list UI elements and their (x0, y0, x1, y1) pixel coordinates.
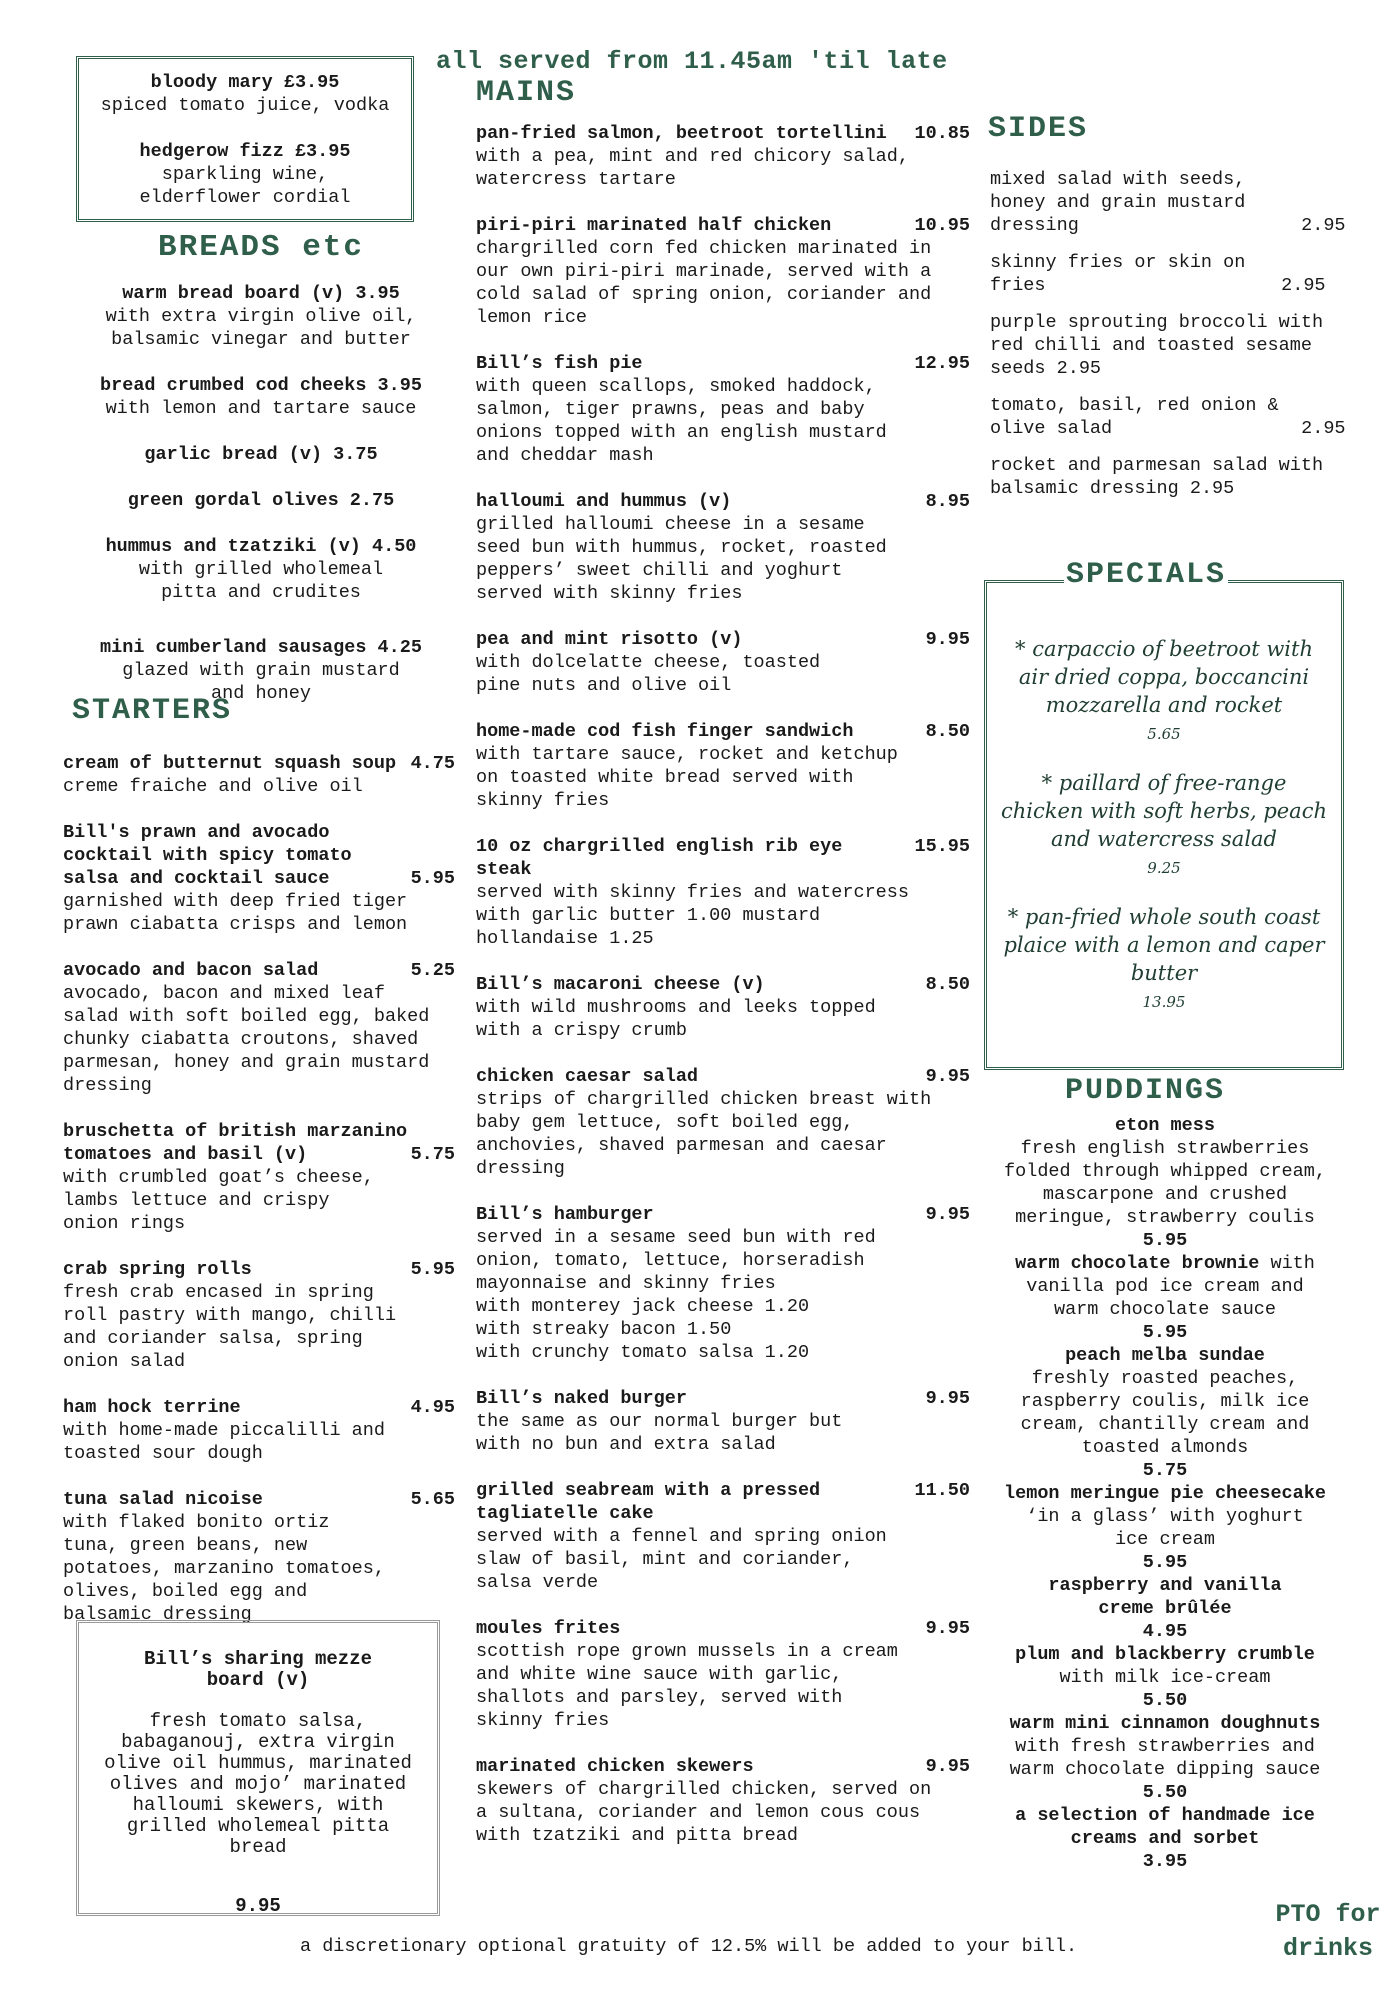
side-price: 2.95 (1301, 215, 1346, 236)
side-price: 2.95 (1301, 418, 1346, 439)
starter-price: 4.95 (410, 1397, 455, 1418)
starter-desc: with flaked bonito ortiz tuna, green beans, new potatoes, marzanino tomatoes, olives, boiled egg and balsamic dressing (63, 1512, 385, 1625)
main-item (476, 1387, 970, 1456)
bread-desc: with extra virgin olive oil, balsamic vinegar and butter (105, 306, 417, 350)
breads-section (66, 230, 456, 728)
bread-item (66, 443, 456, 466)
mezze-box (76, 1620, 440, 1916)
bread-item (66, 374, 456, 420)
main-name: Bill’s fish pie (476, 353, 643, 374)
main-price: 10.95 (914, 215, 970, 236)
main-desc: with dolcelatte cheese, toasted pine nuts and olive oil (476, 652, 821, 696)
main-desc: strips of chargrilled chicken breast with baby gem lettuce, soft boiled egg, anchovies, shaved parmesan and caesar dressing (476, 1089, 932, 1179)
main-item (476, 1479, 970, 1594)
bread-item (66, 489, 456, 512)
main-item (476, 1755, 970, 1847)
pudding-item (980, 1252, 1350, 1344)
special-item (1001, 769, 1327, 883)
main-desc: skewers of chargrilled chicken, served on a sultana, coriander and lemon cous cous with tzatziki and pitta bread (476, 1779, 932, 1846)
bread-desc: with grilled wholemeal pitta and crudites (138, 559, 384, 603)
main-price: 9.95 (925, 1618, 970, 1639)
gratuity-note: a discretionary optional gratuity of 12.5% will be added to your bill. (300, 1936, 1078, 1957)
bread-name: warm bread board (v) 3.95 (122, 283, 400, 304)
pudding-item (980, 1574, 1350, 1643)
starter-item (63, 1488, 455, 1626)
special-desc: * paillard of free-range chicken with soft herbs, peach and watercress salad (1001, 771, 1327, 851)
main-price: 8.50 (925, 721, 970, 742)
pudding-price: 5.50 (1142, 1782, 1188, 1803)
drinks-box (76, 56, 414, 222)
bread-name: bread crumbed cod cheeks 3.95 (100, 375, 422, 396)
pudding-item (980, 1344, 1350, 1482)
sides-heading: SIDES (988, 112, 1089, 146)
pudding-item (980, 1114, 1350, 1252)
main-name: pea and mint risotto (v) (476, 629, 743, 650)
sides-section (990, 168, 1350, 514)
main-extra: with monterey jack cheese 1.20 (476, 1296, 810, 1317)
pudding-item (980, 1804, 1350, 1873)
special-price: 13.95 (1142, 993, 1186, 1011)
side-desc: mixed salad with seeds, honey and grain mustard dressing (990, 169, 1246, 236)
main-desc: with queen scallops, smoked haddock, salmon, tiger prawns, peas and baby onions topped with an english mustard and cheddar mash (476, 376, 887, 466)
main-item (476, 1065, 970, 1180)
starter-name: bruschetta of british marzanino tomatoes and basil (v) (63, 1121, 408, 1165)
starter-item (63, 1120, 455, 1235)
main-item (476, 628, 970, 697)
main-item (476, 1203, 970, 1364)
bread-desc: with lemon and tartare sauce (105, 398, 417, 419)
main-name: chicken caesar salad (476, 1066, 699, 1087)
starter-name: ham hock terrine (63, 1397, 241, 1418)
starter-name: avocado and bacon salad (63, 960, 319, 981)
starters-section (63, 752, 455, 1649)
pudding-name: warm mini cinnamon doughnuts (1009, 1713, 1321, 1734)
drink-item (87, 140, 403, 209)
mezze-title: Bill’s sharing mezze board (v) (143, 1648, 373, 1691)
side-desc: purple sprouting broccoli with red chilli and toasted sesame seeds (990, 312, 1324, 379)
starter-desc: fresh crab encased in spring roll pastry with mango, chilli and coriander salsa, spring onion salad (63, 1282, 397, 1372)
main-item (476, 973, 970, 1042)
starter-price: 5.95 (410, 1259, 455, 1280)
side-price: 2.95 (1189, 478, 1235, 499)
main-price: 9.95 (925, 629, 970, 650)
main-price: 9.95 (925, 1388, 970, 1409)
special-item (1001, 635, 1327, 749)
drink-item (87, 71, 403, 117)
starter-item (63, 1258, 455, 1373)
main-name: Bill’s naked burger (476, 1388, 687, 1409)
drink-name: hedgerow fizz £3.95 (139, 141, 351, 162)
pudding-item (980, 1482, 1350, 1574)
pudding-name: peach melba sundae (1065, 1345, 1265, 1366)
main-desc: served with skinny fries and watercress with garlic butter 1.00 mustard hollandaise 1.25 (476, 882, 909, 949)
pudding-item (980, 1643, 1350, 1712)
main-name: Bill’s hamburger (476, 1204, 654, 1225)
main-price: 10.85 (914, 123, 970, 144)
pudding-price: 3.95 (1142, 1851, 1188, 1872)
special-price: 9.25 (1147, 859, 1181, 877)
special-desc: * carpaccio of beetroot with air dried coppa, boccancini mozzarella and rocket (1015, 637, 1313, 717)
side-desc: tomato, basil, red onion & olive salad (990, 395, 1279, 439)
main-item (476, 352, 970, 467)
mezze-desc: fresh tomato salsa, babaganouj, extra virgin olive oil hummus, marinated olives and mojo’ marinated halloumi skewers, with grilled wholemeal pitta bread (104, 1710, 412, 1858)
main-name: marinated chicken skewers (476, 1756, 754, 1777)
special-item (1001, 903, 1327, 1017)
mains-heading: MAINS (476, 76, 577, 110)
main-name: pan-fried salmon, beetroot tortellini (476, 123, 887, 144)
starter-item (63, 752, 455, 798)
main-name: 10 oz chargrilled english rib eye steak (476, 836, 843, 880)
mezze-price: 9.95 (235, 1895, 281, 1917)
main-desc: with wild mushrooms and leeks topped with a crispy crumb (476, 997, 876, 1041)
specials-heading: SPECIALS (1066, 558, 1227, 592)
pto-note: PTO for drinks (1275, 1900, 1381, 1963)
mains-section (476, 122, 970, 1870)
pudding-desc: with milk ice-cream (1059, 1667, 1271, 1688)
main-desc: scottish rope grown mussels in a cream and white wine sauce with garlic, shallots and parsley, served with skinny fries (476, 1641, 898, 1731)
pudding-price: 5.75 (1142, 1460, 1188, 1481)
side-price: 2.95 (1281, 275, 1326, 296)
bread-name: green gordal olives 2.75 (127, 490, 395, 511)
main-extra: with crunchy tomato salsa 1.20 (476, 1342, 810, 1363)
starter-item (63, 821, 455, 936)
pudding-desc: with fresh strawberries and warm chocolate dipping sauce (1009, 1736, 1321, 1780)
main-item (476, 1617, 970, 1732)
starter-price: 5.25 (410, 960, 455, 981)
pudding-price: 4.95 (1142, 1621, 1188, 1642)
main-desc: grilled halloumi cheese in a sesame seed bun with hummus, rocket, roasted peppers’ sweet chilli and yoghurt served with skinny fries (476, 514, 887, 604)
side-price: 2.95 (1056, 358, 1102, 379)
side-item (990, 454, 1350, 500)
side-item (990, 394, 1350, 440)
main-item (476, 490, 970, 605)
special-desc: * pan-fried whole south coast plaice with a lemon and caper butter (1003, 905, 1325, 985)
drink-name: bloody mary £3.95 (150, 72, 340, 93)
main-item (476, 835, 970, 950)
starter-name: tuna salad nicoise (63, 1489, 263, 1510)
pudding-desc: ‘in a glass’ with yoghurt ice cream (1026, 1506, 1304, 1550)
puddings-heading: PUDDINGS (1064, 1074, 1226, 1108)
bread-name: garlic bread (v) 3.75 (144, 444, 378, 465)
starter-price: 5.75 (410, 1144, 455, 1165)
side-item (990, 251, 1350, 297)
side-item (990, 168, 1350, 237)
starter-desc: creme fraiche and olive oil (63, 776, 363, 797)
main-desc: the same as our normal burger but with no bun and extra salad (476, 1411, 843, 1455)
served-times: all served from 11.45am 'til late (436, 47, 948, 76)
bread-item (66, 535, 456, 604)
main-price: 12.95 (914, 353, 970, 374)
puddings-section (980, 1114, 1350, 1873)
bread-item (66, 282, 456, 351)
pudding-price: 5.50 (1142, 1690, 1188, 1711)
pudding-name: eton mess (1115, 1115, 1215, 1136)
main-desc: chargrilled corn fed chicken marinated in our own piri-piri marinade, served with a cold salad of spring onion, coriander and lemon rice (476, 238, 932, 328)
pudding-desc: fresh english strawberries folded through whipped cream, mascarpone and crushed meringue, strawberry coulis (1004, 1138, 1326, 1228)
side-desc: rocket and parmesan salad with balsamic dressing (990, 455, 1324, 499)
main-price: 11.50 (914, 1480, 970, 1501)
main-item (476, 122, 970, 191)
drink-desc: spiced tomato juice, vodka (100, 95, 390, 116)
starter-desc: with home-made piccalilli and toasted sour dough (63, 1420, 385, 1464)
pudding-name: a selection of handmade ice creams and sorbet (1015, 1805, 1315, 1849)
main-extra: with streaky bacon 1.50 (476, 1319, 732, 1340)
starters-heading: STARTERS (72, 694, 233, 728)
main-price: 15.95 (914, 836, 970, 857)
pudding-price: 5.95 (1142, 1552, 1188, 1573)
bread-name: mini cumberland sausages 4.25 (100, 637, 422, 658)
pudding-name: warm chocolate brownie (1015, 1253, 1260, 1274)
main-desc: with tartare sauce, rocket and ketchup on toasted white bread served with skinny fries (476, 744, 898, 811)
main-price: 9.95 (925, 1066, 970, 1087)
main-desc: served with a fennel and spring onion slaw of basil, mint and coriander, salsa verde (476, 1526, 887, 1593)
pudding-name: raspberry and vanilla creme brûlée (1048, 1575, 1282, 1619)
starter-desc: with crumbled goat’s cheese, lambs lettuce and crispy onion rings (63, 1167, 374, 1234)
main-desc: with a pea, mint and red chicory salad, watercress tartare (476, 146, 909, 190)
starter-price: 5.95 (410, 868, 455, 889)
main-item (476, 214, 970, 329)
bread-name: hummus and tzatziki (v) 4.50 (105, 536, 417, 557)
main-desc: served in a sesame seed bun with red onion, tomato, lettuce, horseradish mayonnaise and skinny fries (476, 1227, 876, 1294)
starter-desc: garnished with deep fried tiger prawn ciabatta crisps and lemon (63, 891, 408, 935)
drink-desc: sparkling wine, elderflower cordial (139, 164, 351, 208)
starter-price: 4.75 (410, 753, 455, 774)
main-price: 8.95 (925, 491, 970, 512)
main-name: grilled seabream with a pressed tagliatelle cake (476, 1480, 821, 1524)
breads-heading: BREADS etc (157, 230, 365, 265)
main-price: 8.50 (925, 974, 970, 995)
specials-box (984, 580, 1344, 1070)
starter-name: cream of butternut squash soup (63, 753, 397, 774)
pudding-item (980, 1712, 1350, 1804)
main-name: Bill’s macaroni cheese (v) (476, 974, 765, 995)
pudding-desc: with vanilla pod ice cream and warm chocolate sauce (1026, 1253, 1315, 1320)
main-name: piri-piri marinated half chicken (476, 215, 832, 236)
pudding-name: lemon meringue pie cheesecake (1004, 1483, 1326, 1504)
main-item (476, 720, 970, 812)
bread-desc: glazed with grain mustard and honey (122, 660, 400, 704)
starter-name: crab spring rolls (63, 1259, 252, 1280)
pudding-price: 5.95 (1142, 1230, 1188, 1251)
pudding-price: 5.95 (1142, 1322, 1188, 1343)
starter-item (63, 1396, 455, 1465)
pudding-desc: freshly roasted peaches, raspberry coulis, milk ice cream, chantilly cream and toasted almonds (1020, 1368, 1310, 1458)
starter-desc: avocado, bacon and mixed leaf salad with soft boiled egg, baked chunky ciabatta croutons, shaved parmesan, honey and grain mustard dressing (63, 983, 430, 1096)
starter-name: Bill's prawn and avocado cocktail with spicy tomato salsa and cocktail sauce (63, 822, 352, 889)
side-item (990, 311, 1350, 380)
starter-price: 5.65 (410, 1489, 455, 1510)
main-name: moules frites (476, 1618, 621, 1639)
pudding-name: plum and blackberry crumble (1015, 1644, 1315, 1665)
special-price: 5.65 (1147, 725, 1181, 743)
main-price: 9.95 (925, 1756, 970, 1777)
main-name: halloumi and hummus (v) (476, 491, 732, 512)
main-price: 9.95 (925, 1204, 970, 1225)
starter-item (63, 959, 455, 1097)
side-desc: skinny fries or skin on fries (990, 252, 1246, 296)
main-name: home-made cod fish finger sandwich (476, 721, 854, 742)
